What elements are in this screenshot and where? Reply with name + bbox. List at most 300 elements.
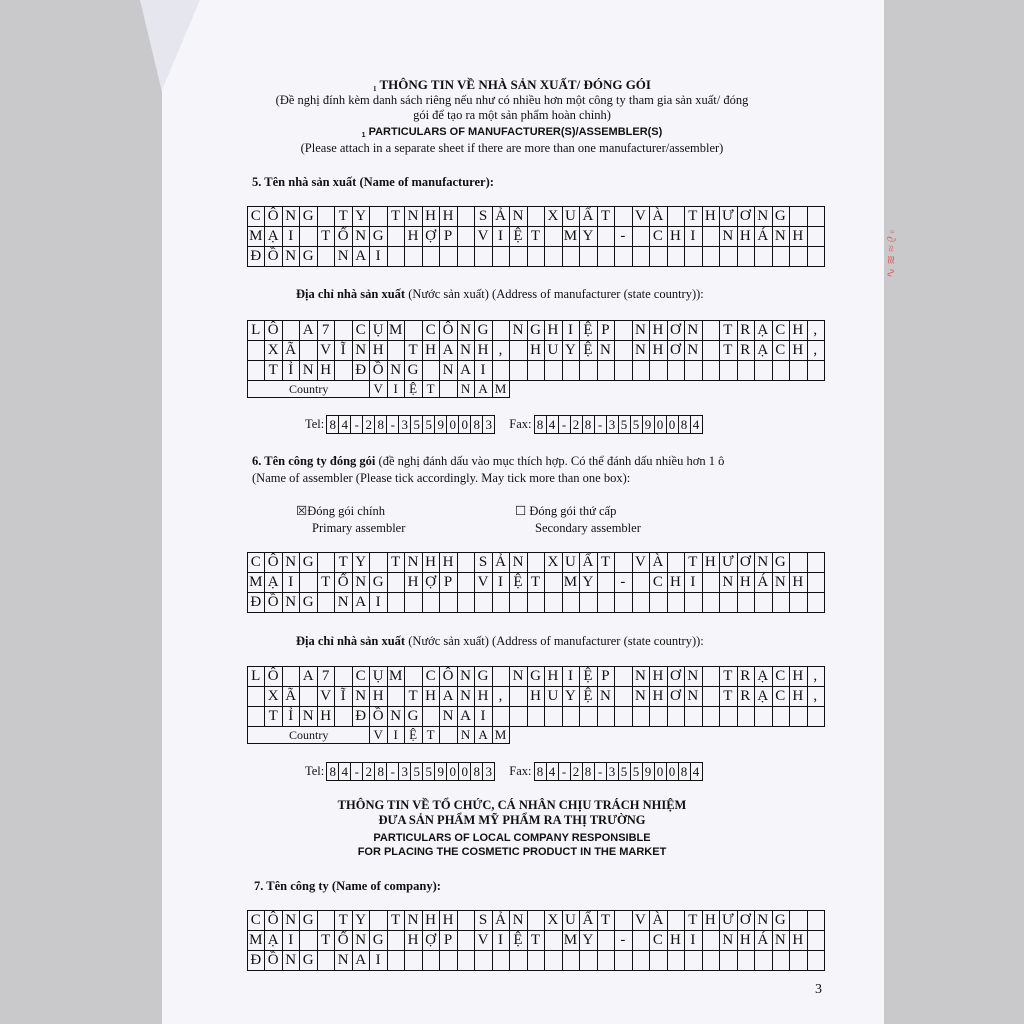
digit-cell: 5 (422, 763, 434, 780)
grid-cell (807, 247, 825, 267)
grid-cell: Ư (720, 553, 737, 573)
grid-cell (510, 687, 527, 707)
grid-cell (650, 707, 667, 727)
grid-cell: Ỉ (282, 707, 299, 727)
grid-cell (597, 573, 614, 593)
grid-cell: Y (580, 227, 597, 247)
grid-cell: V (632, 911, 649, 931)
country-cell: M (492, 381, 509, 398)
header-title-en: 1 PARTICULARS OF MANUFACTURER(S)/ASSEMBLER(S) (361, 126, 663, 139)
grid-cell (685, 361, 702, 381)
grid-cell: Ã (282, 341, 299, 361)
grid-cell: M (248, 573, 265, 593)
grid-cell: X (545, 553, 562, 573)
grid-cell (790, 593, 807, 613)
section7-label: 7. Tên công ty (Name of company): (254, 879, 441, 893)
grid-cell: I (282, 227, 299, 247)
grid-cell: - (615, 227, 632, 247)
grid-cell: G (527, 667, 544, 687)
grid-cell (492, 247, 509, 267)
grid-cell (457, 247, 474, 267)
grid-cell: G (772, 553, 789, 573)
grid-cell: Ồ (265, 593, 282, 613)
fax-cells (534, 762, 703, 781)
grid-cell: C (352, 321, 369, 341)
primary-assembler-checkbox[interactable]: ☒Đóng gói chính Primary assembler (296, 504, 406, 535)
grid-cell (772, 247, 789, 267)
grid-cell: N (440, 361, 457, 381)
digit-cell: 5 (630, 763, 642, 780)
section6-tel-fax: Tel: 8 4 - 2 8 - 3 5 5 9 0 0 8 3 Fax: 8 4 - 2 8 - 3 5 5 9 0 0 8 4 (305, 762, 703, 781)
grid-cell: T (405, 687, 422, 707)
grid-cell: Ô (440, 321, 457, 341)
grid-cell (457, 553, 474, 573)
grid-cell: Á (755, 227, 772, 247)
grid-cell: À (650, 911, 667, 931)
grid-cell: H (422, 341, 439, 361)
grid-cell: 7 (317, 667, 334, 687)
digit-cell: 8 (374, 416, 386, 433)
digit-cell: 0 (654, 763, 666, 780)
grid-cell: Đ (248, 951, 265, 971)
digit-cell: 2 (362, 763, 374, 780)
grid-cell: C (772, 321, 789, 341)
grid-cell (300, 931, 317, 951)
grid-cell (702, 707, 719, 727)
grid-cell: N (457, 667, 474, 687)
grid-cell: P (440, 227, 457, 247)
grid-cell (720, 361, 737, 381)
grid-cell: M (248, 931, 265, 951)
grid-cell: H (702, 911, 719, 931)
country-cell: I (387, 727, 404, 744)
country-cell (440, 727, 457, 744)
grid-cell: H (667, 227, 684, 247)
digit-cell: 3 (482, 763, 494, 780)
grid-cell: N (405, 911, 422, 931)
grid-cell (562, 951, 579, 971)
grid-cell: Y (352, 553, 369, 573)
grid-cell: H (650, 667, 667, 687)
grid-cell: N (597, 341, 614, 361)
grid-cell (737, 593, 754, 613)
grid-cell: Ợ (422, 227, 439, 247)
digit-cell: 9 (642, 416, 654, 433)
digit-cell: 8 (470, 416, 482, 433)
grid-cell: H (405, 573, 422, 593)
grid-cell (702, 593, 719, 613)
grid-cell: N (772, 931, 789, 951)
header-note-en: (Please attach in a separate sheet if there are more than one manufacturer/assembler) (300, 141, 724, 155)
grid-cell: T (335, 553, 352, 573)
grid-cell (702, 361, 719, 381)
grid-cell: A (457, 361, 474, 381)
grid-cell: G (300, 247, 317, 267)
grid-cell: N (720, 573, 737, 593)
digit-cell: - (558, 416, 570, 433)
grid-cell: T (720, 341, 737, 361)
grid-cell: N (282, 553, 299, 573)
grid-cell (405, 593, 422, 613)
grid-cell: Ã (282, 687, 299, 707)
header-title-vn: 1 THÔNG TIN VỀ NHÀ SẢN XUẤT/ ĐÓNG GÓI (373, 77, 651, 93)
grid-cell: Ạ (755, 321, 772, 341)
grid-cell: H (440, 207, 457, 227)
grid-cell: , (492, 687, 509, 707)
grid-cell: H (527, 341, 544, 361)
grid-cell: Đ (248, 593, 265, 613)
grid-cell (492, 361, 509, 381)
grid-cell (370, 207, 387, 227)
grid-cell: N (335, 247, 352, 267)
grid-cell (667, 207, 684, 227)
grid-cell: C (650, 931, 667, 951)
grid-cell: V (317, 687, 334, 707)
grid-cell (807, 361, 825, 381)
grid-cell: N (685, 321, 702, 341)
digit-cell: - (594, 763, 606, 780)
grid-cell (317, 951, 334, 971)
grid-cell: Ỉ (282, 361, 299, 381)
section6-address-label: Địa chỉ nhà sản xuất (Nước sản xuất) (Address of manufacturer (state country)): (296, 634, 704, 648)
grid-cell: Y (562, 341, 579, 361)
grid-cell: S (475, 911, 492, 931)
grid-cell: V (475, 931, 492, 951)
grid-cell (807, 573, 825, 593)
grid-cell (772, 707, 789, 727)
grid-cell: U (545, 687, 562, 707)
digit-cell: 8 (329, 417, 337, 432)
grid-cell (597, 361, 614, 381)
grid-cell: N (457, 687, 474, 707)
digit-cell: 4 (338, 416, 350, 433)
grid-cell: T (317, 573, 334, 593)
grid-cell (737, 247, 754, 267)
grid-cell: H (790, 931, 807, 951)
grid-cell (422, 707, 439, 727)
grid-cell (615, 687, 632, 707)
grid-cell: M (562, 573, 579, 593)
grid-cell: C (248, 911, 265, 931)
grid-cell (720, 707, 737, 727)
grid-cell (702, 247, 719, 267)
grid-cell: I (370, 593, 387, 613)
grid-cell: N (685, 667, 702, 687)
grid-cell (527, 361, 544, 381)
grid-cell: R (737, 667, 754, 687)
country-cell: T (422, 727, 439, 744)
grid-cell: N (352, 931, 369, 951)
grid-cell (615, 951, 632, 971)
grid-cell (807, 227, 825, 247)
grid-cell: Ạ (755, 687, 772, 707)
local-company-title-vn: THÔNG TIN VỀ TỔ CHỨC, CÁ NHÂN CHỊU TRÁCH NHIỆM ĐƯA SẢN PHẨM MỸ PHẨM RA THỊ TRƯỜNG (337, 798, 687, 827)
grid-cell (755, 361, 772, 381)
grid-cell (632, 707, 649, 727)
country-cell: Ệ (405, 727, 422, 744)
grid-cell (737, 951, 754, 971)
grid-cell (545, 247, 562, 267)
grid-cell (702, 227, 719, 247)
digit-cell: 0 (458, 416, 470, 433)
grid-cell: Y (562, 687, 579, 707)
grid-cell: S (475, 553, 492, 573)
grid-cell: G (475, 667, 492, 687)
digit-cell: 4 (546, 763, 558, 780)
grid-cell (527, 911, 544, 931)
grid-cell (527, 707, 544, 727)
grid-cell (317, 553, 334, 573)
grid-cell (422, 247, 439, 267)
grid-cell: U (562, 207, 579, 227)
grid-cell (457, 951, 474, 971)
section5-tel-fax: Tel: 8 4 - 2 8 - 3 5 5 9 0 0 8 3 Fax: 8 4 - 2 8 - 3 5 5 9 0 0 8 4 (305, 415, 703, 434)
grid-cell (597, 951, 614, 971)
grid-cell (545, 227, 562, 247)
grid-cell: X (265, 687, 282, 707)
grid-cell: T (527, 931, 544, 951)
grid-cell: - (615, 573, 632, 593)
checkbox-checked-icon: ☒ (296, 504, 308, 518)
grid-cell: Ụ (370, 321, 387, 341)
secondary-assembler-checkbox[interactable]: ☐ Đóng gói thứ cấp Secondary assembler (515, 504, 641, 535)
grid-cell (615, 321, 632, 341)
manufacturer-name-grid (247, 206, 825, 267)
grid-cell: Ồ (265, 247, 282, 267)
grid-cell: Ấ (580, 207, 597, 227)
grid-cell: A (440, 687, 457, 707)
grid-cell: N (405, 207, 422, 227)
digit-cell: 9 (642, 763, 654, 780)
grid-cell (597, 931, 614, 951)
grid-cell (720, 951, 737, 971)
grid-cell (580, 247, 597, 267)
digit-cell: 3 (398, 416, 410, 433)
grid-cell (282, 321, 299, 341)
grid-cell (615, 593, 632, 613)
grid-cell (335, 707, 352, 727)
grid-cell: Ổ (335, 573, 352, 593)
grid-cell: H (405, 227, 422, 247)
grid-cell (702, 687, 719, 707)
grid-cell: I (370, 247, 387, 267)
grid-cell (545, 573, 562, 593)
grid-cell: G (475, 321, 492, 341)
grid-cell: Ả (492, 553, 509, 573)
grid-cell (685, 707, 702, 727)
grid-cell: G (772, 207, 789, 227)
fax-cells (534, 415, 703, 434)
grid-cell: Ệ (580, 341, 597, 361)
grid-cell (510, 951, 527, 971)
digit-cell: 0 (446, 416, 458, 433)
grid-cell (300, 573, 317, 593)
grid-cell (475, 247, 492, 267)
grid-cell: H (475, 341, 492, 361)
grid-cell: N (335, 951, 352, 971)
grid-cell (440, 247, 457, 267)
grid-cell: I (685, 227, 702, 247)
grid-cell (527, 593, 544, 613)
grid-cell (685, 951, 702, 971)
assembler-address-grid (247, 666, 825, 744)
grid-cell (667, 361, 684, 381)
grid-cell: Y (580, 931, 597, 951)
grid-cell: Ơ (737, 553, 754, 573)
grid-cell (422, 361, 439, 381)
grid-cell: Ơ (667, 687, 684, 707)
grid-cell (597, 707, 614, 727)
grid-cell (720, 247, 737, 267)
grid-cell: T (685, 911, 702, 931)
grid-cell: P (597, 321, 614, 341)
grid-cell: N (510, 911, 527, 931)
grid-cell: N (772, 573, 789, 593)
country-cell: N (457, 727, 474, 744)
grid-cell (527, 247, 544, 267)
grid-cell (685, 593, 702, 613)
grid-cell: H (702, 553, 719, 573)
digit-cell: - (386, 763, 398, 780)
grid-cell: H (667, 573, 684, 593)
grid-cell: T (720, 687, 737, 707)
grid-cell: T (387, 911, 404, 931)
grid-cell: H (545, 321, 562, 341)
grid-cell: I (282, 931, 299, 951)
grid-cell: L (248, 667, 265, 687)
grid-cell (650, 951, 667, 971)
grid-cell (790, 361, 807, 381)
grid-cell: H (790, 321, 807, 341)
grid-cell (632, 227, 649, 247)
grid-cell: Đ (248, 247, 265, 267)
grid-cell: Ả (492, 911, 509, 931)
grid-cell: N (685, 341, 702, 361)
grid-cell (387, 227, 404, 247)
grid-cell: S (475, 207, 492, 227)
company-name-grid (247, 910, 825, 971)
grid-cell: V (475, 227, 492, 247)
grid-cell (615, 667, 632, 687)
grid-cell (685, 247, 702, 267)
digit-cell: - (594, 416, 606, 433)
grid-cell: G (300, 553, 317, 573)
grid-cell (650, 593, 667, 613)
grid-cell (737, 361, 754, 381)
grid-cell (317, 911, 334, 931)
grid-cell (615, 707, 632, 727)
country-cell: M (492, 727, 509, 744)
grid-cell: G (370, 227, 387, 247)
grid-cell (702, 573, 719, 593)
grid-cell (370, 553, 387, 573)
digit-cell: 4 (546, 416, 558, 433)
grid-cell: V (475, 573, 492, 593)
grid-cell (632, 361, 649, 381)
grid-cell (755, 951, 772, 971)
grid-cell: C (422, 667, 439, 687)
grid-cell: M (248, 227, 265, 247)
grid-cell (492, 667, 509, 687)
grid-cell: A (352, 951, 369, 971)
grid-cell: N (352, 573, 369, 593)
grid-cell: T (387, 553, 404, 573)
grid-cell (405, 247, 422, 267)
digit-cell: 5 (422, 416, 434, 433)
grid-cell (702, 321, 719, 341)
grid-cell: H (650, 687, 667, 707)
grid-cell (527, 951, 544, 971)
grid-cell: I (685, 931, 702, 951)
grid-cell (562, 361, 579, 381)
grid-cell: N (720, 227, 737, 247)
grid-cell: G (300, 207, 317, 227)
grid-cell (790, 951, 807, 971)
grid-cell: N (755, 553, 772, 573)
digit-cell: 8 (582, 416, 594, 433)
grid-cell (737, 707, 754, 727)
grid-cell (615, 247, 632, 267)
grid-cell: T (387, 207, 404, 227)
grid-cell (772, 951, 789, 971)
digit-cell: 5 (410, 763, 422, 780)
grid-cell: G (300, 951, 317, 971)
grid-cell: Đ (352, 707, 369, 727)
grid-cell (387, 247, 404, 267)
grid-cell: I (370, 951, 387, 971)
grid-cell (790, 207, 807, 227)
grid-cell: N (597, 687, 614, 707)
digit-cell: 0 (446, 763, 458, 780)
grid-cell: P (597, 667, 614, 687)
grid-cell: Ồ (370, 361, 387, 381)
grid-cell: H (440, 911, 457, 931)
grid-cell (387, 341, 404, 361)
grid-cell (248, 707, 265, 727)
grid-cell: H (405, 931, 422, 951)
grid-cell (807, 931, 825, 951)
grid-cell: H (737, 573, 754, 593)
grid-cell: N (457, 321, 474, 341)
grid-cell: N (510, 321, 527, 341)
grid-cell: G (370, 573, 387, 593)
grid-cell: H (790, 573, 807, 593)
grid-cell (335, 667, 352, 687)
grid-cell: N (387, 361, 404, 381)
grid-cell: G (405, 361, 422, 381)
grid-cell (492, 321, 509, 341)
local-company-title-en: PARTICULARS OF LOCAL COMPANY RESPONSIBLE FOR PLACING THE COSMETIC PRODUCT IN THE MARKET (357, 832, 667, 858)
grid-cell: N (282, 207, 299, 227)
grid-cell: U (562, 553, 579, 573)
grid-cell: I (475, 361, 492, 381)
grid-cell (440, 951, 457, 971)
grid-cell (527, 207, 544, 227)
digit-cell: 8 (536, 764, 544, 779)
grid-cell: N (300, 361, 317, 381)
grid-cell: Ạ (755, 667, 772, 687)
grid-cell (545, 361, 562, 381)
grid-cell: P (440, 573, 457, 593)
assembler-name-grid (247, 552, 825, 613)
grid-cell (248, 687, 265, 707)
grid-cell: C (772, 667, 789, 687)
grid-cell: N (282, 951, 299, 971)
grid-cell (615, 361, 632, 381)
grid-cell (667, 707, 684, 727)
grid-cell: T (720, 667, 737, 687)
grid-cell (457, 573, 474, 593)
